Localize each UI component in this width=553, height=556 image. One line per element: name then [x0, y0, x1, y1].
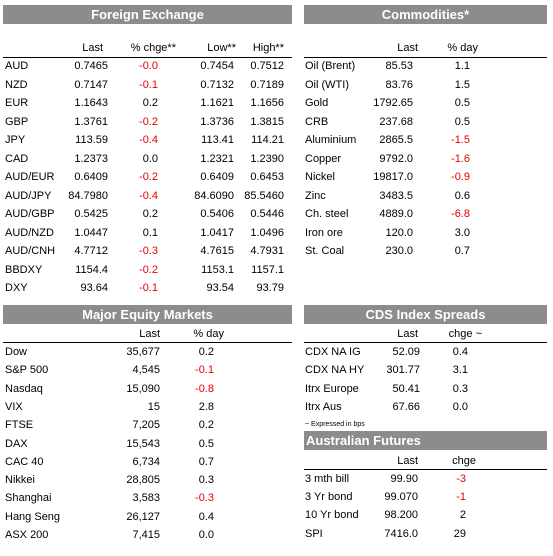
- futures-last-cell: 98.200: [384, 509, 418, 522]
- fx-name-cell: AUD/NZD: [5, 226, 54, 239]
- commodities-last-cell: 237.68: [379, 115, 413, 128]
- equity-name-cell: FTSE: [5, 419, 34, 432]
- fx-high-cell: 114.21: [251, 134, 284, 146]
- cds-chg-cell: 0.4: [452, 346, 468, 358]
- fx-chg-cell: -0.2: [139, 263, 158, 276]
- fx-low-cell: 1.2321: [200, 152, 234, 165]
- equity-chg-cell: 2.8: [198, 400, 214, 413]
- equity-name-cell: Hang Seng: [5, 510, 61, 523]
- equity-last-cell: 15,543: [126, 437, 160, 450]
- fx-name-cell: AUD/GBP: [5, 208, 55, 220]
- futures-name-cell: SPI: [305, 527, 323, 540]
- cds-title: CDS Index Spreads: [304, 305, 547, 324]
- commodities-last-cell: 19817.0: [373, 171, 413, 183]
- cds-chg-cell: 3.1: [452, 364, 468, 377]
- fx-name-cell: BBDXY: [5, 263, 43, 276]
- fx-low-cell: 0.7132: [200, 78, 234, 91]
- fx-high-cell: 0.5446: [250, 208, 284, 220]
- commodities-chg-cell: 0.6: [454, 189, 470, 202]
- equity-last-cell: 26,127: [126, 510, 160, 523]
- fx-col-header: Last: [82, 42, 103, 54]
- cds-col-header: chge ~: [448, 328, 482, 340]
- commodities-name-cell: Nickel: [305, 171, 335, 183]
- commodities-chg-cell: 1.1: [454, 60, 470, 72]
- fx-name-cell: GBP: [5, 115, 29, 128]
- fx-col-header: % chge**: [130, 42, 176, 54]
- equity-title: Major Equity Markets: [3, 305, 292, 324]
- commodities-last-cell: 3483.5: [379, 189, 413, 202]
- commodities-last-cell: 9792.0: [379, 152, 413, 165]
- equity-name-cell: VIX: [5, 400, 23, 413]
- futures-name-cell: 3 Yr bond: [305, 491, 353, 504]
- fx-last-cell: 0.6409: [74, 171, 108, 183]
- fx-last-cell: 0.5425: [74, 208, 108, 220]
- fx-chg-cell: 0.2: [142, 97, 158, 109]
- equity-last-cell: 7,205: [132, 419, 160, 432]
- fx-col-header: Low**: [207, 42, 236, 54]
- commodities-name-cell: Oil (WTI): [305, 78, 349, 91]
- fx-last-cell: 1.1643: [74, 97, 108, 109]
- fx-last-cell: 84.7980: [68, 189, 108, 202]
- commodities-name-cell: CRB: [305, 115, 329, 128]
- futures-chg-cell: 29: [453, 527, 466, 540]
- fx-name-cell: DXY: [5, 282, 28, 294]
- fx-name-cell: AUD/EUR: [5, 171, 55, 183]
- cds-header-rule: [304, 342, 547, 343]
- commodities-chg-cell: -6.8: [451, 208, 470, 220]
- fx-chg-cell: -0.1: [139, 282, 158, 294]
- fx-high-cell: 1.2390: [250, 152, 284, 165]
- fx-last-cell: 113.59: [75, 134, 108, 146]
- cds-name-cell: CDX NA HY: [305, 364, 365, 377]
- cds-chg-cell: 0.3: [452, 382, 468, 395]
- commodities-name-cell: Zinc: [305, 189, 326, 202]
- equity-chg-cell: -0.1: [195, 364, 214, 377]
- futures-name-cell: 10 Yr bond: [305, 509, 359, 522]
- commodities-name-cell: Oil (Brent): [305, 60, 356, 72]
- cds-last-cell: 301.77: [386, 364, 420, 377]
- commodities-chg-cell: 3.0: [454, 226, 470, 239]
- commodities-header-rule: [304, 57, 547, 58]
- fx-name-cell: AUD/JPY: [5, 189, 52, 202]
- cds-note: ~ Expressed in bps: [305, 421, 365, 428]
- fx-chg-cell: 0.1: [142, 226, 158, 239]
- commodities-last-cell: 120.0: [385, 226, 413, 239]
- fx-col-header: High**: [252, 42, 284, 54]
- commodities-chg-cell: -0.9: [451, 171, 470, 183]
- equity-col-header: Last: [139, 328, 160, 340]
- equity-chg-cell: 0.4: [198, 510, 214, 523]
- fx-chg-cell: -0.3: [139, 245, 158, 257]
- fx-low-cell: 113.41: [201, 134, 234, 146]
- fx-chg-cell: -0.4: [139, 134, 158, 146]
- commodities-name-cell: Copper: [305, 152, 342, 165]
- fx-last-cell: 1154.4: [75, 263, 108, 276]
- fx-high-cell: 1.0496: [250, 226, 284, 239]
- equity-chg-cell: 0.0: [198, 529, 214, 541]
- equity-last-cell: 7,415: [132, 529, 160, 541]
- equity-col-header: % day: [193, 328, 224, 340]
- cds-name-cell: Itrx Europe: [305, 382, 359, 395]
- commodities-col-header: Last: [397, 42, 418, 54]
- fx-low-cell: 1153.1: [201, 263, 234, 276]
- commodities-name-cell: Aluminium: [305, 134, 357, 146]
- equity-last-cell: 6,734: [132, 455, 160, 468]
- equity-name-cell: S&P 500: [5, 364, 49, 377]
- futures-chg-cell: 2: [459, 509, 466, 522]
- cds-chg-cell: 0.0: [452, 400, 468, 413]
- commodities-name-cell: Iron ore: [305, 226, 343, 239]
- futures-name-cell: 3 mth bill: [305, 473, 350, 485]
- fx-low-cell: 0.5406: [200, 208, 234, 220]
- fx-low-cell: 84.6090: [194, 189, 234, 202]
- fx-chg-cell: -0.0: [139, 60, 158, 72]
- equity-chg-cell: 0.2: [198, 346, 214, 358]
- commodities-name-cell: Ch. steel: [305, 208, 349, 220]
- equity-name-cell: Shanghai: [5, 492, 52, 505]
- commodities-title: Commodities*: [304, 5, 547, 24]
- fx-last-cell: 1.0447: [74, 226, 108, 239]
- equity-chg-cell: 0.3: [198, 474, 214, 487]
- equity-chg-cell: 0.7: [198, 455, 214, 468]
- equity-name-cell: Nasdaq: [5, 382, 43, 395]
- fx-low-cell: 93.54: [206, 282, 234, 294]
- equity-chg-cell: 0.2: [198, 419, 214, 432]
- commodities-chg-cell: 1.5: [454, 78, 470, 91]
- equity-last-cell: 15,090: [126, 382, 160, 395]
- futures-col-header: chge: [452, 455, 476, 467]
- fx-last-cell: 1.2373: [74, 152, 108, 165]
- fx-high-cell: 4.7931: [250, 245, 284, 257]
- commodities-chg-cell: -1.6: [451, 152, 470, 165]
- commodities-chg-cell: 0.5: [454, 97, 470, 109]
- fx-high-cell: 85.5460: [244, 189, 284, 202]
- fx-name-cell: NZD: [5, 78, 28, 91]
- fx-chg-cell: -0.2: [139, 115, 158, 128]
- equity-last-cell: 4,545: [132, 364, 160, 377]
- fx-name-cell: AUD/CNH: [5, 245, 56, 257]
- equity-last-cell: 35,677: [126, 346, 160, 358]
- commodities-last-cell: 85.53: [385, 60, 413, 72]
- fx-low-cell: 1.0417: [200, 226, 234, 239]
- equity-last-cell: 15: [147, 400, 160, 413]
- fx-chg-cell: 0.0: [142, 152, 158, 165]
- commodities-chg-cell: 0.5: [454, 115, 470, 128]
- fx-high-cell: 93.79: [256, 282, 284, 294]
- fx-name-cell: EUR: [5, 97, 29, 109]
- commodities-name-cell: St. Coal: [305, 245, 345, 257]
- commodities-chg-cell: 0.7: [454, 245, 470, 257]
- cds-last-cell: 52.09: [392, 346, 420, 358]
- futures-chg-cell: -1: [456, 491, 466, 504]
- fx-name-cell: CAD: [5, 152, 29, 165]
- fx-last-cell: 0.7465: [74, 60, 108, 72]
- fx-low-cell: 1.1621: [200, 97, 234, 109]
- equity-chg-cell: 0.5: [198, 437, 214, 450]
- equity-name-cell: DAX: [5, 437, 28, 450]
- futures-title: Australian Futures: [304, 431, 547, 450]
- fx-last-cell: 1.3761: [74, 115, 108, 128]
- fx-header-rule: [3, 57, 292, 58]
- futures-last-cell: 7416.0: [384, 527, 418, 540]
- fx-chg-cell: -0.1: [139, 78, 158, 91]
- commodities-last-cell: 4889.0: [379, 208, 413, 220]
- fx-high-cell: 0.7189: [250, 78, 284, 91]
- fx-high-cell: 0.7512: [250, 60, 284, 72]
- commodities-last-cell: 2865.5: [379, 134, 413, 146]
- futures-chg-cell: -3: [456, 473, 466, 485]
- cds-name-cell: CDX NA IG: [305, 346, 361, 358]
- equity-last-cell: 3,583: [132, 492, 160, 505]
- equity-chg-cell: -0.3: [195, 492, 214, 505]
- commodities-last-cell: 230.0: [385, 245, 413, 257]
- equity-last-cell: 28,805: [126, 474, 160, 487]
- fx-low-cell: 1.3736: [200, 115, 234, 128]
- equity-header-rule: [3, 342, 292, 343]
- fx-last-cell: 93.64: [80, 282, 108, 294]
- equity-name-cell: ASX 200: [5, 529, 49, 541]
- equity-name-cell: CAC 40: [5, 455, 44, 468]
- cds-last-cell: 50.41: [392, 382, 420, 395]
- futures-last-cell: 99.070: [384, 491, 418, 504]
- fx-chg-cell: 0.2: [142, 208, 158, 220]
- fx-title: Foreign Exchange: [3, 5, 292, 24]
- fx-chg-cell: -0.2: [139, 171, 158, 183]
- fx-chg-cell: -0.4: [139, 189, 158, 202]
- cds-col-header: Last: [397, 328, 418, 340]
- fx-name-cell: JPY: [5, 134, 26, 146]
- fx-high-cell: 1.1656: [250, 97, 284, 109]
- fx-low-cell: 4.7615: [200, 245, 234, 257]
- futures-header-rule: [304, 469, 547, 470]
- fx-low-cell: 0.6409: [200, 171, 234, 183]
- fx-high-cell: 1157.1: [251, 263, 284, 276]
- cds-last-cell: 67.66: [392, 400, 420, 413]
- commodities-col-header: % day: [447, 42, 478, 54]
- commodities-last-cell: 1792.65: [373, 97, 413, 109]
- equity-name-cell: Nikkei: [5, 474, 35, 487]
- fx-high-cell: 1.3815: [250, 115, 284, 128]
- equity-chg-cell: -0.8: [195, 382, 214, 395]
- fx-last-cell: 0.7147: [74, 78, 108, 91]
- fx-last-cell: 4.7712: [74, 245, 108, 257]
- fx-high-cell: 0.6453: [250, 171, 284, 183]
- equity-name-cell: Dow: [5, 346, 28, 358]
- futures-col-header: Last: [397, 455, 418, 467]
- commodities-last-cell: 83.76: [385, 78, 413, 91]
- cds-name-cell: Itrx Aus: [305, 400, 342, 413]
- futures-last-cell: 99.90: [390, 473, 418, 485]
- commodities-name-cell: Gold: [305, 97, 329, 109]
- fx-name-cell: AUD: [5, 60, 29, 72]
- fx-low-cell: 0.7454: [200, 60, 234, 72]
- commodities-chg-cell: -1.5: [451, 134, 470, 146]
